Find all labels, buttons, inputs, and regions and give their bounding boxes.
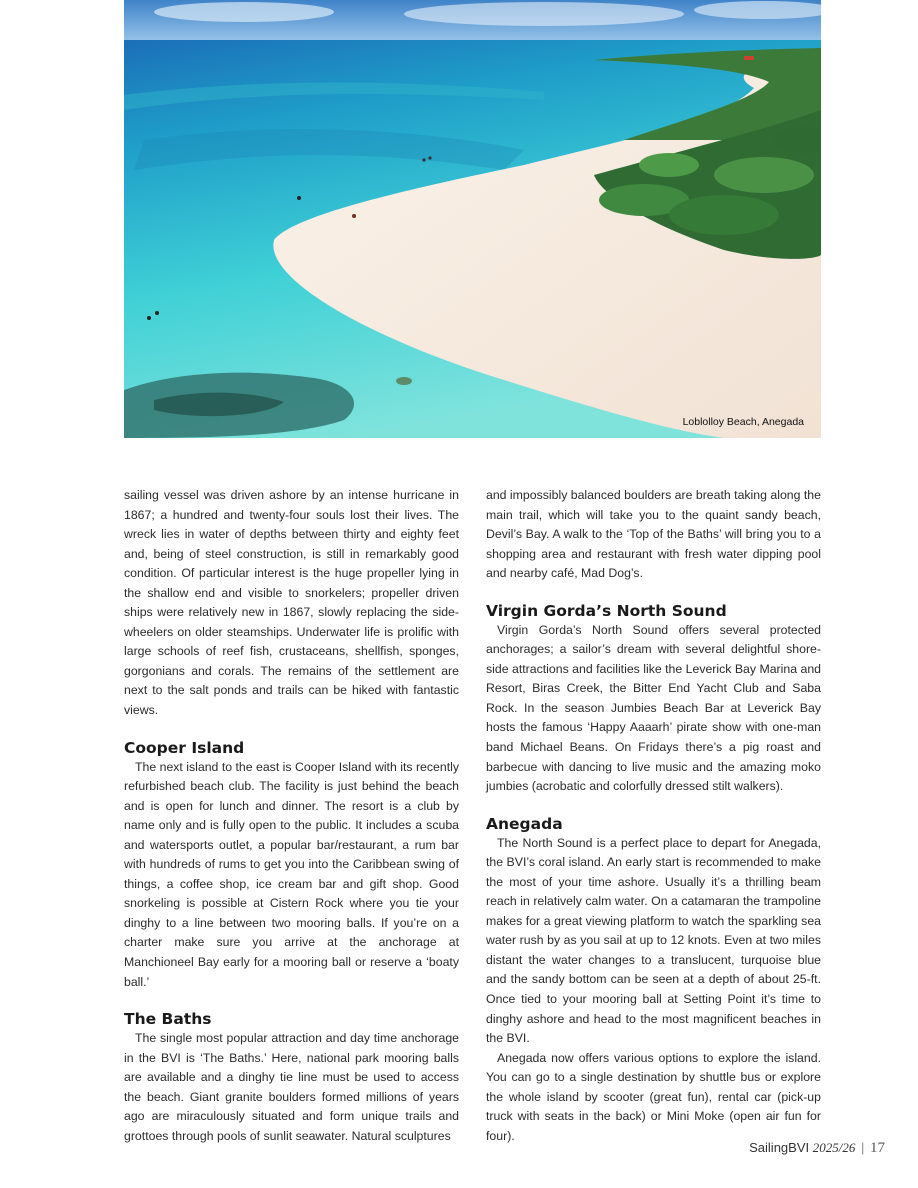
north-sound-paragraph: Virgin Gorda’s North Sound offers several protected anchorages; a sailor’s dream with several delightful shore-side attractions and facilities like the Leverick Bay Marina and Resort, Biras Creek, the Bitter End Yacht Club and Saba Rock. In the season Jumbies Beach Bar at Leverick Bay hosts the famous ‘Happy Aaaarh’ pirate show with one-man band Michael Beans. On Fridays there’s a pig roast and barbecue with dancing to live music and the amazing moko jumbies (acrobatic and colorfully dressed stilt walkers).	[486, 622, 821, 794]
cooper-island-heading: Cooper Island	[124, 738, 245, 757]
north-sound-heading: Virgin Gorda’s North Sound	[486, 601, 727, 620]
cooper-island-paragraph: The next island to the east is Cooper Island with its recently refurbished beach club. The facility is just behind the beach and is open for lunch and dinner. The resort is a club by name only and is fully open to the public. It includes a scuba and watersports outlet, a popular bar/restaurant, a rum bar with hundreds of rums to get you into the Caribbean swing of things, a coffee shop, ice cream bar and gift shop. Good snorkeling is possible at Cistern Rock where you tie your dinghy to a line between two mooring balls. If you’re on a charter make sure you arrive at the anchorage at Manchioneel Bay early for a mooring ball or reserve a ‘boaty ball.’	[124, 759, 459, 989]
right-intro-paragraph: and impossibly balanced boulders are breath taking along the main trail, which will take you to the quaint sandy beach, Devil’s Bay. A walk to the ‘Top of the Baths’ will bring you to a shopping area and restaurant with fresh water dipping pool and nearby café, Mad Dog’s.	[486, 488, 821, 581]
left-intro-paragraph: sailing vessel was driven ashore by an intense hurricane in 1867; a hundred and twenty-four souls lost their lives. The wreck lies in water of depths between thirty and eighty feet and, being of steel construction, is still in remarkably good condition. Of particular interest is the huge propeller lying in the shallow end and visible to snorkelers; propeller driven ships were relatively new in 1867, slowly replacing the side-wheelers on older steamships. Underwater life is prolific with large schools of reef fish, crustaceans, shellfish, sponges, gorgonians and corals. The remains of the settlement are next to the salt ponds and trails can be hiked with fantastic views.	[124, 488, 459, 718]
anegada-heading: Anegada	[486, 814, 563, 833]
footer-brand: SailingBVI	[749, 1140, 810, 1155]
page-footer	[749, 1140, 885, 1157]
left-column	[124, 486, 459, 1146]
the-baths-heading: The Baths	[124, 1010, 212, 1029]
page-number: 17	[870, 1140, 885, 1156]
footer-separator: |	[860, 1140, 865, 1155]
anegada-paragraph-2: Anegada now offers various options to explore the island. You can go to a single destination by shuttle bus or explore the whole island by scooter (great fun), rental car (pick-up truck with seats in the back) or Mini Moke (open air fun for four).	[486, 1050, 821, 1143]
footer-year: 2025/26	[812, 1140, 856, 1155]
beach-illustration	[124, 0, 821, 438]
the-baths-paragraph: The single most popular attraction and day time anchorage in the BVI is ‘The Baths.’ Here, national park mooring balls are available and a dinghy tie line must be used to access the beach. Giant granite boulders formed millions of years ago are miraculously situated and form unique trails and grottoes through pools of sunlit seawater. Natural sculptures	[124, 1031, 459, 1143]
photo-caption: Loblolloy Beach, Anegada	[682, 416, 804, 428]
beach-photo	[124, 0, 821, 438]
anegada-paragraph-1: The North Sound is a perfect place to depart for Anegada, the BVI’s coral island. An early start is recommended to make the most of your time ashore. Usually it’s a thrilling beam reach in relatively calm water. On a catamaran the trampoline makes for a great viewing platform to watch the sparkling sea water rush by as you sail at up to 12 knots. Even at two miles distant the water changes to a translucent, turquoise blue and the sandy bottom can be seen at a depth of about 25-ft. Once tied to your mooring ball at Setting Point it’s time to dinghy ashore and head to the most magnificent beaches in the BVI.	[486, 835, 821, 1046]
right-column	[486, 486, 821, 1146]
